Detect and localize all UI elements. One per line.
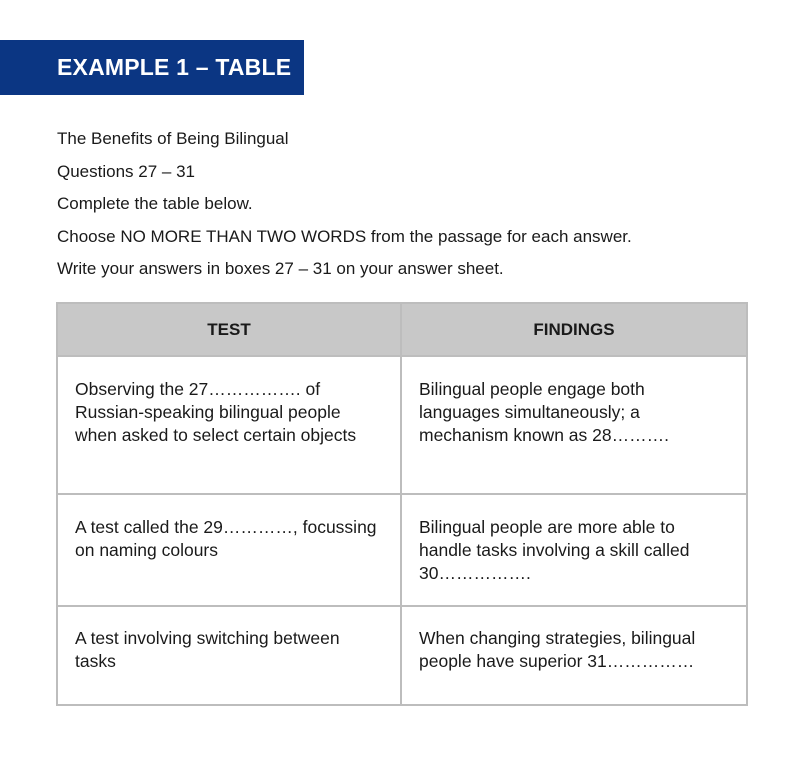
header-test: TEST <box>57 303 401 356</box>
findings-cell: Bilingual people are more able to handle tasks involving a skill called 30……………. <box>401 494 747 606</box>
instructions-block <box>57 123 757 286</box>
test-cell: Observing the 27……………. of Russian-speaking bilingual people when asked to select certain objects <box>57 356 401 494</box>
instruction-word-limit: Choose NO MORE THAN TWO WORDS from the passage for each answer. <box>57 226 632 246</box>
test-cell: A test called the 29…………, focussing on naming colours <box>57 494 401 606</box>
test-cell: A test involving switching between tasks <box>57 606 401 705</box>
passage-title: The Benefits of Being Bilingual <box>57 129 289 148</box>
question-range: Questions 27 – 31 <box>57 161 195 181</box>
questions-table <box>56 302 748 706</box>
table-row <box>57 494 747 606</box>
table-row <box>57 606 747 705</box>
header-findings: FINDINGS <box>401 303 747 356</box>
findings-cell: When changing strategies, bilingual people have superior 31…………… <box>401 606 747 705</box>
instruction-complete-table: Complete the table below. <box>57 194 253 213</box>
table-row <box>57 356 747 494</box>
instruction-answer-sheet: Write your answers in boxes 27 – 31 on your answer sheet. <box>57 259 504 278</box>
table-header-row <box>57 303 747 356</box>
example-banner: EXAMPLE 1 – TABLE <box>0 40 304 95</box>
findings-cell: Bilingual people engage both languages simultaneously; a mechanism known as 28………. <box>401 356 747 494</box>
